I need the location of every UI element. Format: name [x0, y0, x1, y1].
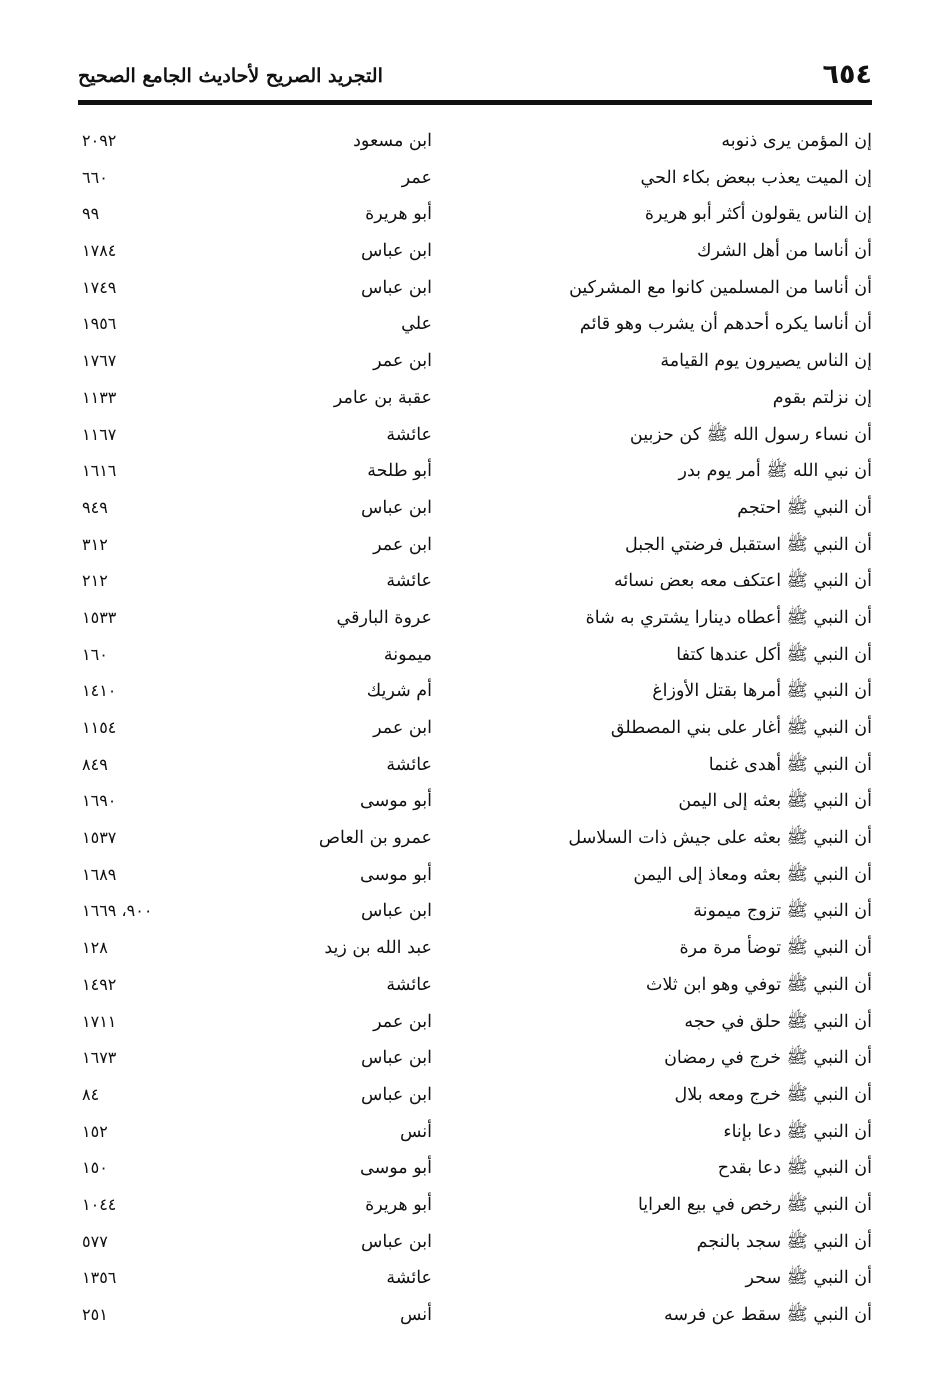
table-row: [78, 271, 872, 308]
header-rule: [78, 100, 872, 105]
narrator-name: أبو طلحة: [367, 461, 432, 482]
table-row: [78, 528, 872, 565]
hadith-text: أن أناسا يكره أحدهم أن يشرب وهو قائم: [579, 314, 872, 335]
hadith-number: ٩٤٩: [82, 497, 108, 517]
table-row: [78, 234, 872, 271]
table-row: [78, 564, 872, 601]
hadith-text: أن النبي ﷺ دعا بإناء: [723, 1121, 872, 1142]
table-row: [78, 748, 872, 785]
hadith-number: ١٥٠: [82, 1158, 108, 1178]
hadith-text: أن النبي ﷺ سقط عن فرسه: [664, 1305, 872, 1325]
hadith-text: أن النبي ﷺ احتجم: [737, 497, 872, 518]
hadith-text: أن النبي ﷺ استقبل فرضتي الجبل: [625, 534, 872, 555]
table-row: [78, 968, 872, 1005]
hadith-text: أن النبي ﷺ سجد بالنجم: [696, 1231, 872, 1252]
hadith-number: ١٤١٠: [82, 681, 117, 701]
hadith-number: ٨٤: [82, 1084, 100, 1104]
table-row: [78, 1041, 872, 1078]
narrator-name: ابن عمر: [373, 534, 432, 555]
narrator-name: ابن عباس: [360, 497, 432, 518]
narrator-name: ابن عباس: [360, 1084, 432, 1105]
hadith-number: ١٥٣٧: [82, 828, 117, 848]
hadith-number: ٥٧٧: [82, 1231, 108, 1251]
hadith-number: ٨٤٩: [82, 754, 108, 774]
hadith-text: أن النبي ﷺ أكل عندها كتفا: [676, 644, 872, 665]
hadith-index-table: [78, 124, 872, 1335]
narrator-name: علي: [401, 314, 432, 335]
narrator-name: عائشة: [386, 424, 432, 445]
hadith-number: ٩٩: [82, 204, 100, 224]
narrator-name: عمر: [401, 167, 432, 188]
narrator-name: أنس: [399, 1305, 432, 1325]
hadith-number: ١٩٥٦: [82, 314, 117, 334]
hadith-number: ١٦٩٠: [82, 791, 117, 811]
hadith-text: أن النبي ﷺ توضأ مرة مرة: [679, 938, 872, 959]
narrator-name: أبو موسى: [360, 864, 432, 885]
hadith-text: أن النبي ﷺ خرج في رمضان: [664, 1048, 872, 1069]
hadith-text: أن النبي ﷺ اعتكف معه بعض نسائه: [614, 571, 872, 592]
hadith-text: أن النبي ﷺ تزوج ميمونة: [693, 901, 872, 922]
hadith-number: ٣١٢: [82, 534, 108, 554]
hadith-number: ١٧٤٩: [82, 277, 117, 297]
narrator-name: ابن عمر: [373, 718, 432, 738]
running-title: التجريد الصريح لأحاديث الجامع الصحيح: [78, 65, 383, 87]
table-row: [78, 894, 872, 931]
hadith-text: إن الميت يعذب ببعض بكاء الحي: [640, 167, 872, 188]
hadith-number: ٩٠٠، ١٦٦٩: [82, 901, 153, 921]
hadith-text: إن نزلتم بقوم: [772, 387, 872, 408]
hadith-text: أن النبي ﷺ أغار على بني المصطلق: [610, 718, 872, 738]
hadith-number: ٢٥١: [82, 1305, 108, 1324]
narrator-name: أم شريك: [366, 681, 432, 702]
table-row: [78, 1261, 872, 1298]
narrator-name: عائشة: [386, 571, 432, 592]
table-row: [78, 1115, 872, 1152]
hadith-text: أن النبي ﷺ أهدى غنما: [708, 754, 872, 775]
hadith-number: ١٢٨: [82, 938, 108, 958]
hadith-text: أن نبي الله ﷺ أمر يوم بدر: [678, 461, 872, 482]
narrator-name: أنس: [399, 1121, 432, 1142]
hadith-number: ٢٠٩٢: [82, 131, 117, 150]
table-row: [78, 307, 872, 344]
hadith-number: ١٧٦٧: [82, 351, 117, 371]
narrator-name: عروة البارقي: [336, 607, 432, 628]
narrator-name: ابن عباس: [360, 241, 432, 262]
hadith-number: ١٧١١: [82, 1011, 117, 1031]
hadith-text: إن الناس يقولون أكثر أبو هريرة: [644, 204, 872, 225]
narrator-name: عبد الله بن زيد: [324, 938, 432, 959]
hadith-text: أن النبي ﷺ توفي وهو ابن ثلاث: [646, 974, 872, 995]
narrator-name: ابن عباس: [360, 1048, 432, 1069]
hadith-text: أن النبي ﷺ أعطاه دينارا يشتري به شاة: [585, 607, 872, 628]
hadith-number: ١٦٨٩: [82, 864, 117, 884]
narrator-name: عقبة بن عامر: [333, 387, 432, 408]
table-row: [78, 1225, 872, 1262]
narrator-name: عائشة: [386, 974, 432, 995]
hadith-number: ١٦١٦: [82, 461, 117, 481]
narrator-name: أبو هريرة: [365, 1194, 432, 1215]
hadith-text: أن النبي ﷺ سحر: [745, 1268, 872, 1289]
table-row: [78, 1151, 872, 1188]
table-row: [78, 858, 872, 895]
hadith-number: ٦٦٠: [82, 167, 108, 187]
table-row: [78, 931, 872, 968]
narrator-name: ابن عمر: [373, 1011, 432, 1032]
narrator-name: عائشة: [386, 754, 432, 775]
hadith-number: ١٧٨٤: [82, 241, 117, 261]
table-row: [78, 344, 872, 381]
page-header: [78, 58, 872, 98]
table-row: [78, 821, 872, 858]
table-row: [78, 784, 872, 821]
hadith-number: ١٣٥٦: [82, 1268, 117, 1288]
hadith-number: ١١٣٣: [82, 387, 117, 407]
hadith-number: ١٥٢: [82, 1121, 108, 1141]
hadith-number: ١٦٠: [82, 644, 108, 664]
hadith-text: أن النبي ﷺ بعثه إلى اليمن: [678, 791, 872, 812]
hadith-number: ١٦٧٣: [82, 1048, 117, 1068]
table-row: [78, 1078, 872, 1115]
table-row: [78, 1298, 872, 1335]
table-row: [78, 124, 872, 161]
narrator-name: ابن عباس: [360, 277, 432, 298]
hadith-text: أن النبي ﷺ بعثه ومعاذ إلى اليمن: [633, 864, 872, 885]
narrator-name: ابن عمر: [373, 351, 432, 372]
narrator-name: ميمونة: [383, 644, 432, 665]
hadith-text: إن الناس يصيرون يوم القيامة: [660, 351, 872, 372]
hadith-number: ١٠٤٤: [82, 1194, 117, 1214]
table-row: [78, 381, 872, 418]
table-row: [78, 491, 872, 528]
narrator-name: عمرو بن العاص: [318, 828, 432, 849]
narrator-name: أبو موسى: [360, 1158, 432, 1179]
table-row: [78, 638, 872, 675]
table-row: [78, 601, 872, 638]
table-row: [78, 1005, 872, 1042]
hadith-text: أن النبي ﷺ بعثه على جيش ذات السلاسل: [568, 828, 872, 849]
hadith-number: ١١٥٤: [82, 718, 117, 737]
hadith-text: أن أناسا من أهل الشرك: [697, 241, 872, 262]
hadith-number: ١٥٣٣: [82, 607, 117, 627]
hadith-text: أن النبي ﷺ دعا بقدح: [717, 1158, 872, 1179]
table-row: [78, 1188, 872, 1225]
hadith-text: أن النبي ﷺ حلق في حجه: [684, 1011, 872, 1032]
hadith-number: ١١٦٧: [82, 424, 117, 444]
table-row: [78, 418, 872, 455]
narrator-name: ابن مسعود: [353, 131, 432, 151]
narrator-name: أبو موسى: [360, 791, 432, 812]
page-number: ٦٥٤: [822, 59, 872, 90]
hadith-number: ١٤٩٢: [82, 974, 117, 994]
narrator-name: عائشة: [386, 1268, 432, 1289]
hadith-text: أن النبي ﷺ خرج ومعه بلال: [674, 1084, 872, 1105]
table-row: [78, 197, 872, 234]
hadith-number: ٢١٢: [82, 571, 108, 591]
hadith-text: أن النبي ﷺ أمرها بقتل الأوزاغ: [652, 681, 872, 702]
hadith-text: أن أناسا من المسلمين كانوا مع المشركين: [569, 277, 872, 298]
narrator-name: أبو هريرة: [365, 204, 432, 225]
narrator-name: ابن عباس: [360, 1231, 432, 1252]
hadith-text: أن النبي ﷺ رخص في بيع العرايا: [637, 1194, 872, 1215]
hadith-text: إن المؤمن يرى ذنوبه: [721, 131, 872, 151]
table-row: [78, 161, 872, 198]
hadith-text: أن نساء رسول الله ﷺ كن حزبين: [629, 424, 872, 445]
table-row: [78, 674, 872, 711]
table-row: [78, 711, 872, 748]
table-row: [78, 454, 872, 491]
narrator-name: ابن عباس: [360, 901, 432, 922]
